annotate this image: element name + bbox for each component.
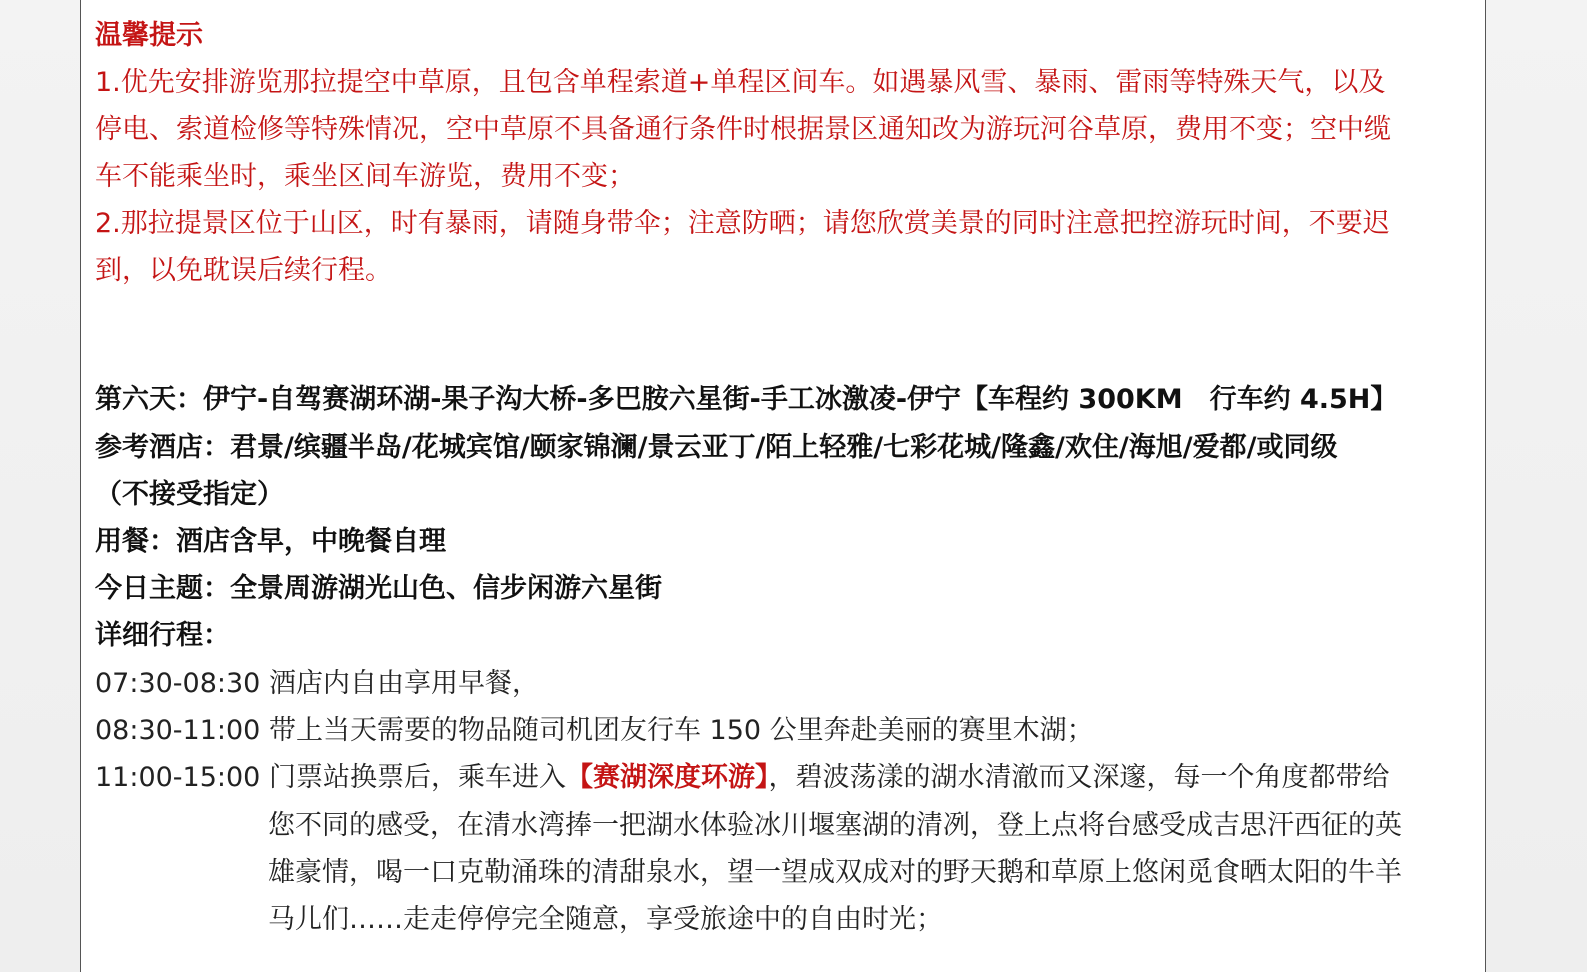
schedule-time: 11:00-15:00 [95,762,261,793]
schedule-text-before: 门票站换票后，乘车进入 [268,762,566,793]
schedule-text: 带上当天需要的物品随司机团友行车 150 公里奔赴美丽的赛里木湖； [268,715,1094,746]
tips-item1-line1: 1.优先安排游览那拉提空中草原，且包含单程索道+单程区间车。如遇暴风雪、暴雨、雷雨等特殊天气，以及 [95,67,1386,98]
schedule-continuation: 马儿们……走走停停完全随意，享受旅途中的自由时光； [268,904,943,935]
schedule-time: 08:30-11:00 [95,715,261,746]
day6-heading: 第六天：伊宁-自驾赛湖环湖-果子沟大桥-多巴胺六星街-手工冰激凌-伊宁【车程约 300KM 行车约 4.5H】 [95,384,1398,415]
tips-item1-line2: 停电、索道检修等特殊情况，空中草原不具备通行条件时根据景区通知改为游玩河谷草原，费用不变；空中缆 [95,114,1391,145]
tips-item2-line2: 到，以免耽误后续行程。 [95,255,392,286]
document-page [80,0,1486,972]
schedule-text: 酒店内自由享用早餐， [268,668,539,699]
schedule-row [95,660,539,707]
schedule-continuation: 雄豪情，喝一口克勒涌珠的清甜泉水，望一望成双成对的野天鹅和草原上悠闲觅食晒太阳的牛羊 [268,857,1402,888]
tips-item1-line3: 车不能乘坐时，乘坐区间车游览，费用不变； [95,161,635,192]
day6-detail-label: 详细行程： [95,620,230,651]
schedule-row [95,707,1094,754]
schedule-highlight: 【赛湖深度环游】 [565,762,769,793]
day6-meals: 用餐：酒店含早，中晚餐自理 [95,526,446,557]
tips-title: 温馨提示 [95,20,203,51]
day6-hotel-line1: 参考酒店：君景/缤疆半岛/花城宾馆/颐家锦澜/景云亚丁/陌上轻雅/七彩花城/隆鑫/欢住/海旭/爱都/或同级 [95,432,1338,463]
schedule-text-after: ，碧波荡漾的湖水清澈而又深邃，每一个角度都带给 [768,762,1390,793]
schedule-time: 07:30-08:30 [95,668,261,699]
day6-theme: 今日主题：全景周游湖光山色、信步闲游六星街 [95,573,662,604]
schedule-continuation: 您不同的感受，在清水湾捧一把湖水体验冰川堰塞湖的清冽，登上点将台感受成吉思汗西征的英 [268,810,1402,841]
tips-item2-line1: 2.那拉提景区位于山区，时有暴雨，请随身带伞；注意防晒；请您欣赏美景的同时注意把控游玩时间，不要迟 [95,208,1390,239]
day6-hotel-line2: （不接受指定） [95,479,284,510]
schedule-row [95,754,1389,801]
